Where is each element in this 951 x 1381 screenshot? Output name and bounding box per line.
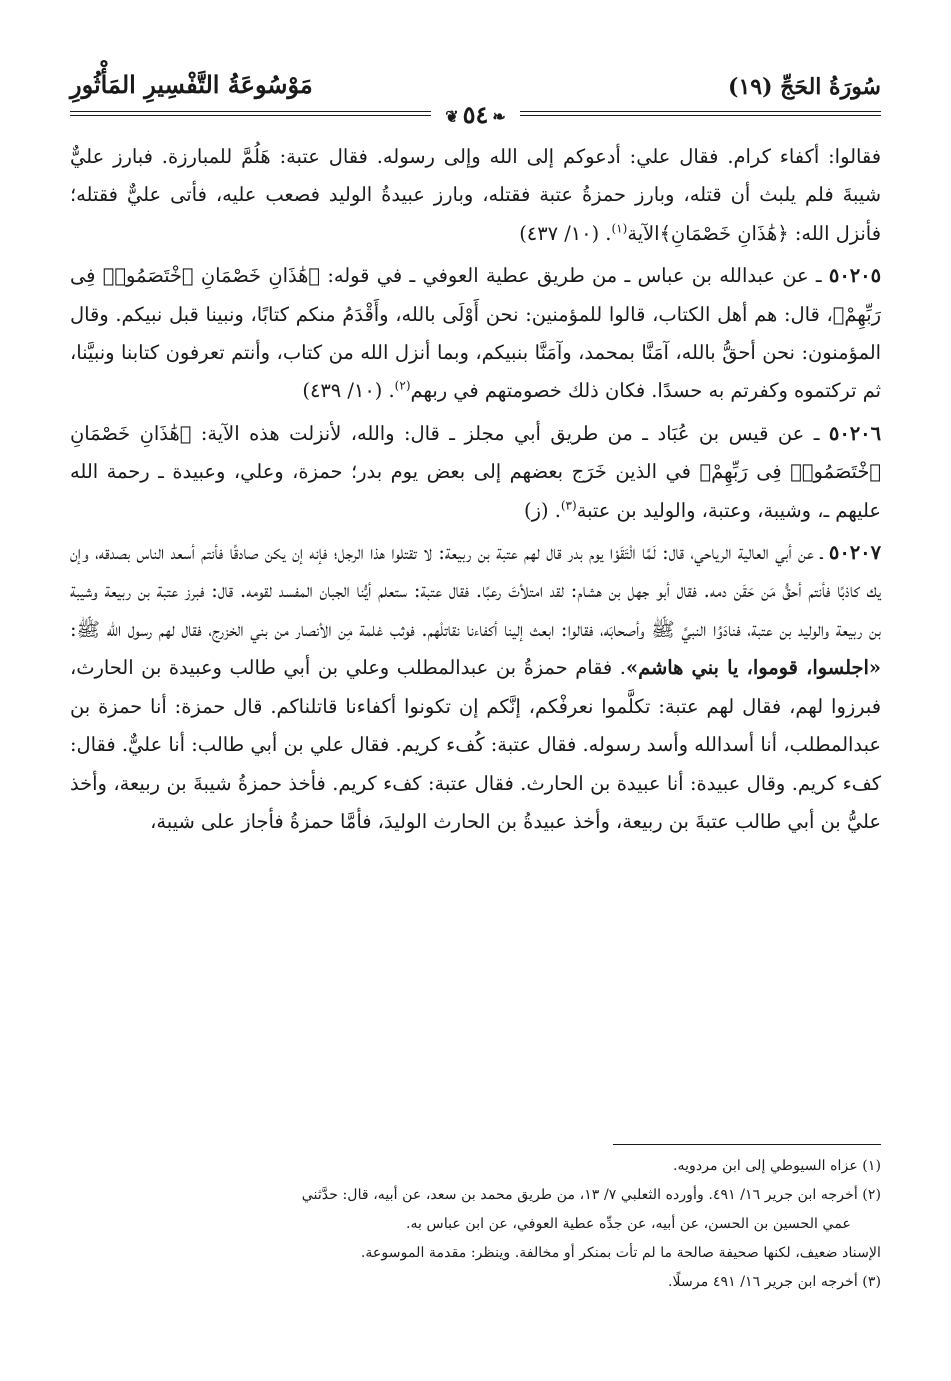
ornament-right-icon: ❧ [492, 106, 506, 126]
footnote-marker: (٣) [560, 498, 577, 513]
footnote-2-grading: الإسناد ضعيف، لكنها صحيفة صالحة ما لم تأت بمنكر أو مخالفة. وينظر: مقدمة الموسوعة. [360, 1245, 881, 1261]
entry-50207: ٥٠٢٠٧ ـ عن أبي العالية الرياحي، قال: لَمَّا الْتَقَوْا يوم بدر قال لهم عتبة بن ربيعة: لا تقتلوا هذا الرجل؛ فإنه إن يكن صادقًا فأنتم أسعد الناس بصدقه، وإن يك كاذبًا فأنتم أحقُّ مَن حَقَن دمه. فقال أبو جهل بن هشام: لقد امتلأتَ رعبًا. فقال عتبة: ستعلم أيُّنا الجبان المفسد لقومه. قال: فبرز عتبة بن ربيعة وشيبة بن ربيعة والوليد بن عتبة، فنادَوُا النبيَّ ﷺ وأصحابَه، فقالوا: ابعث إلينا أكفاءنا نقاتلْهم. فوثب غلمة مِن الأنصار من بني الخزرج، فقال لهم رسول الله ﷺ: «اجلسوا، قوموا، يا بني هاشم». فقام حمزةُ بن عبدالمطلب وعلي بن أبي طالب وعبيدة بن الحارث، فبرزوا لهم، فقال لهم عتبة: تكلَّموا نعرفْكم، إنَّكم إن تكونوا أكفاءنا قاتلناكم. قال حمزة: أنا حمزة بن عبدالمطلب، أنا أسدالله وأسد رسوله. فقال عتبة: كُفء كريم. فقال علي بن أبي طالب: أنا عليٌّ. فقال: كفء كريم. وقال عبيدة: أنا عبيدة بن الحارث. فقال عتبة: كفء كريم. فأخذ حمزةُ شيبةَ بن ربيعة، وأخذ عليُّ بن أبي طالب عتبةَ بن ربيعة، وأخذ عبيدةُ بن الحارث الوليدَ، فأمَّا حمزةُ فأجاز على شيبة، [70, 541, 881, 833]
ornament-left-icon: ❦ [445, 106, 459, 126]
footnote-marker: (١) [611, 221, 628, 236]
entry-number: ٥٠٢٠٦ [828, 421, 881, 445]
entry-number: ٥٠٢٠٧ [828, 541, 881, 565]
footnote-2: (٢) أخرجه ابن جرير ١٦/ ٤٩١. وأورده الثعلبي ٧/ ١٣، من طريق محمد بن سعد، عن أبيه، قال: حدَّثني [301, 1187, 881, 1203]
quran-quote: ﴿هَٰذَانِ خَصْمَانِ ٱخْتَصَمُوا۟ فِى رَبِّهِمْ﴾ [70, 264, 881, 326]
paragraph-continuation: فقالوا: أكفاء كرام. فقال علي: أدعوكم إلى الله وإلى رسوله. فقال عتبة: هَلُمَّ للمبارزة. فبارز عليٌّ شيبةَ فلم يلبث أن قتله، وبارز حمزةُ عتبة فقتله، وبارز عبيدةُ الوليد فصعب عليه، فأتى عليٌّ فقتله؛ فأنزل الله: ﴿هَٰذَانِ خَصْمَانِ﴾الآية$^{(١)}$. (١٠/ ٤٣٧) [70, 145, 881, 245]
page-number [431, 101, 520, 131]
volume-reference: . (ز) [524, 498, 561, 522]
book-title: مَوْسُوعَةُ التَّفْسِيرِ المَأْثُورِ [70, 70, 313, 99]
footnote-2-continuation: عمي الحسين بن الحسن، عن أبيه، عن جدِّه عطية العوفي، عن ابن عباس به. [405, 1216, 851, 1232]
footnote-divider [613, 1144, 881, 1145]
hadith-quote: «اجلسوا، قوموا، يا بني هاشم» [625, 656, 881, 680]
entry-50206: ٥٠٢٠٦ ـ عن قيس بن عُبَاد ـ من طريق أبي مجلز ـ قال: والله، لأنزلت هذه الآية: ﴿هَٰذَانِ خَصْمَانِ ٱخْتَصَمُوا۟ فِى رَبِّهِمْ﴾ في الذين خَرَج بعضهم إلى بعض يوم بدر؛ حمزة، وعلي، وعبيدة ـ رحمة الله عليهم ـ، وشيبة، وعتبة، والوليد بن عتبة$^{(٣)}$. (ز) [70, 421, 881, 522]
volume-reference: . (١٠/ ٤٣٧) [519, 221, 612, 245]
page-number-value: ٥٤ [462, 100, 489, 129]
entry-50205: ٥٠٢٠٥ ـ عن عبدالله بن عباس ـ من طريق عطية العوفي ـ في قوله: ﴿هَٰذَانِ خَصْمَانِ ٱخْتَصَمُوا۟ فِى رَبِّهِمْ﴾، قال: هم أهل الكتاب، قالوا للمؤمنين: نحن أَوْلَى بالله، وأَقْدَمُ منكم كتابًا، ونبينا قبل نبيكم. وقال المؤمنون: نحن أحقُّ بالله، آمَنَّا بمحمد، وآمَنَّا بنبيكم، وبما أنزل الله من كتاب، وأنتم تعرفون كتابنا ونبيَّنا، ثم تركتموه وكفرتم به حسدًا. فكان ذلك خصومتهم في ربهم$^{(٢)}$. (١٠/ ٤٣٩) [70, 264, 881, 403]
main-text [70, 138, 881, 841]
entry-number: ٥٠٢٠٥ [828, 264, 881, 288]
quran-quote: ﴿هَٰذَانِ خَصْمَانِ ٱخْتَصَمُوا۟ فِى رَبِّهِمْ﴾ [70, 421, 881, 484]
footnote-marker: (٢) [394, 378, 411, 393]
footnotes [70, 1152, 881, 1297]
quran-quote: ﴿هَٰذَانِ خَصْمَانِ﴾ [659, 221, 789, 245]
footnote-1: (١) عزاه السيوطي إلى ابن مردويه. [672, 1158, 881, 1174]
footnote-3: (٣) أخرجه ابن جرير ١٦/ ٤٩١ مرسلًا. [668, 1274, 881, 1290]
volume-reference: . (١٠/ ٤٣٩) [302, 379, 395, 403]
surah-title: سُورَةُ الحَجِّ (١٩) [728, 74, 881, 100]
